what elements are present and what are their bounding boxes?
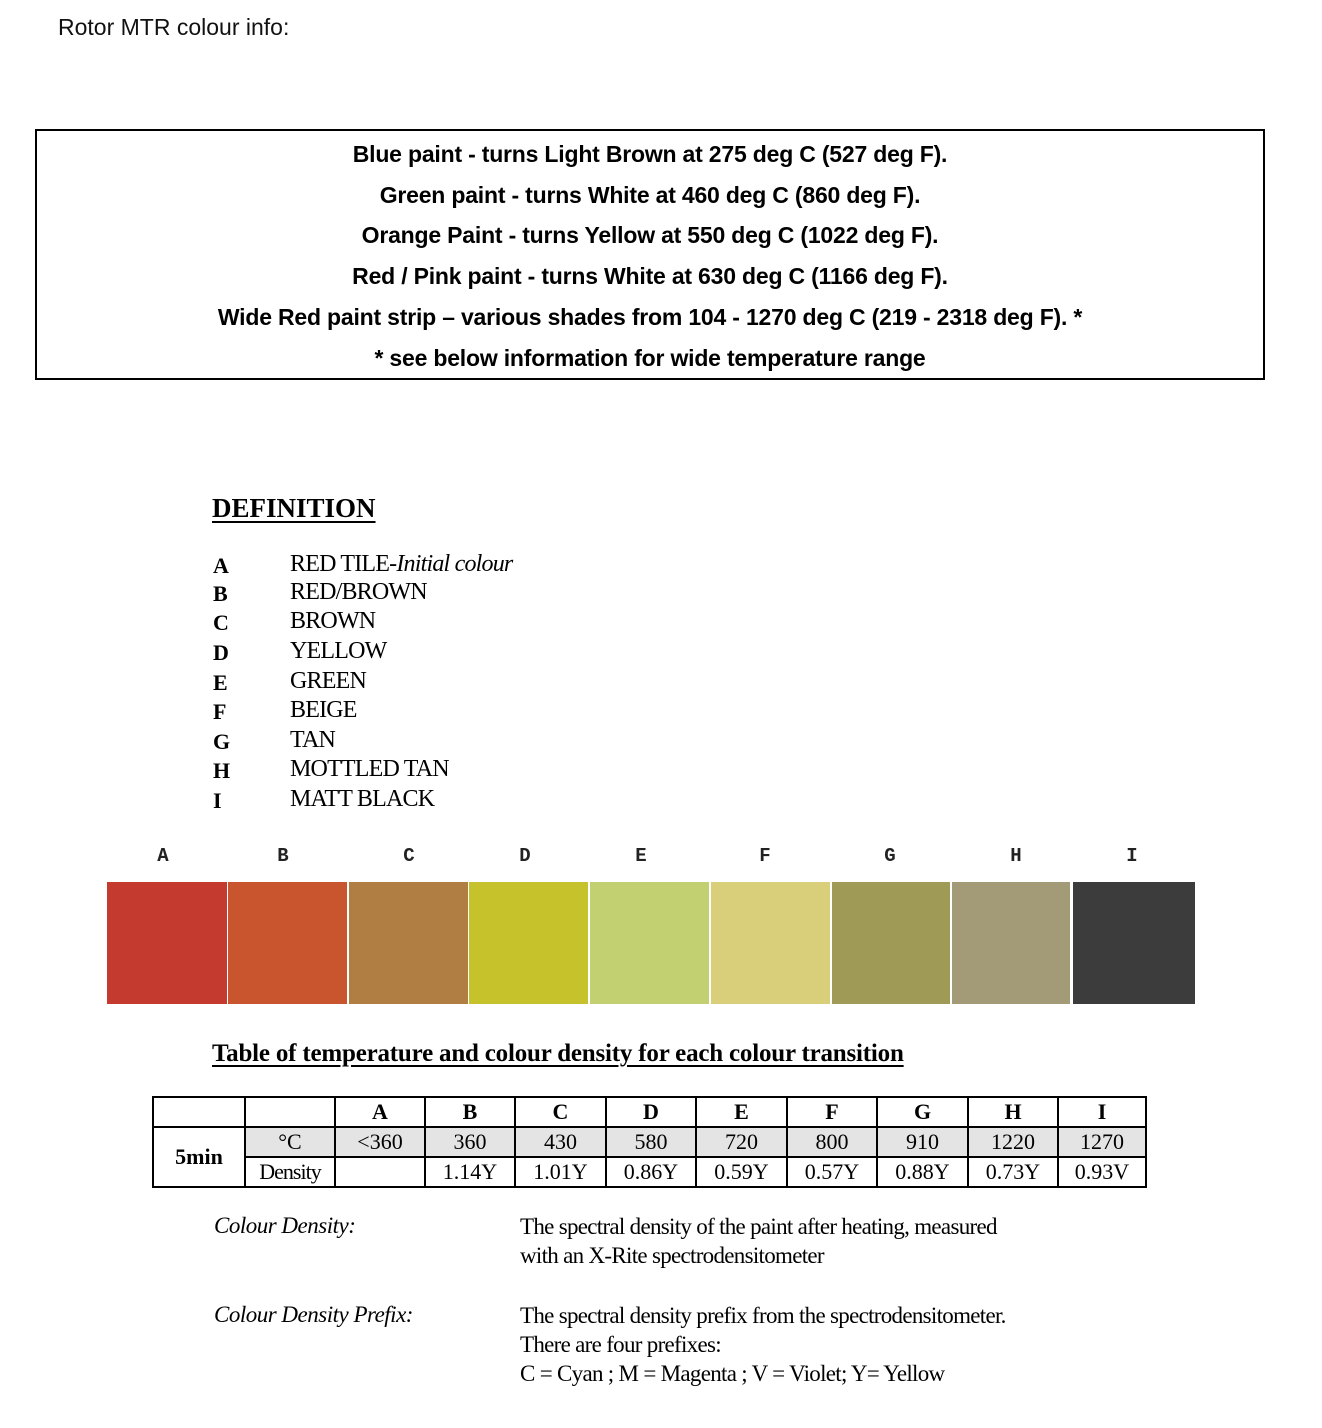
- column-header: G: [877, 1097, 968, 1127]
- note-term-density-prefix: Colour Density Prefix:: [214, 1302, 413, 1327]
- info-line-wide-red: Wide Red paint strip – various shades from 104 - 1270 deg C (219 - 2318 deg F). *: [217, 304, 1083, 330]
- density-row: [153, 1157, 1146, 1187]
- paint-info-box: [35, 129, 1265, 380]
- density-cell: 0.86Y: [606, 1157, 696, 1187]
- definition-letter: A: [213, 553, 229, 578]
- definition-label: BEIGE: [290, 697, 357, 723]
- swatch-letter: H: [1010, 845, 1022, 867]
- temperature-cell: 1220: [968, 1127, 1058, 1157]
- temperature-cell: 910: [877, 1127, 968, 1157]
- swatch-b: [228, 882, 347, 1004]
- definition-label-text: RED TILE-: [290, 551, 397, 577]
- column-header: E: [696, 1097, 787, 1127]
- swatch-letter: C: [403, 845, 415, 867]
- definition-label: [290, 551, 512, 578]
- table-heading: Table of temperature and colour density for each colour transition: [212, 1040, 904, 1067]
- definition-label: TAN: [290, 727, 336, 753]
- density-cell: 0.93V: [1058, 1157, 1146, 1187]
- swatch-letter: I: [1126, 845, 1138, 867]
- page-title: Rotor MTR colour info:: [58, 14, 290, 40]
- definition-label: BROWN: [290, 608, 376, 634]
- temperature-cell: <360: [335, 1127, 425, 1157]
- swatch-letter: G: [884, 845, 896, 867]
- definition-label: RED/BROWN: [290, 579, 427, 605]
- info-line-footnote: * see below information for wide temperature range: [374, 345, 926, 371]
- swatch-letter: B: [277, 845, 289, 867]
- density-cell: [335, 1157, 425, 1187]
- temperature-cell: 360: [425, 1127, 515, 1157]
- note-desc-density-prefix: [520, 1301, 1006, 1388]
- density-cell: 0.57Y: [787, 1157, 877, 1187]
- info-line-blue: Blue paint - turns Light Brown at 275 deg C (527 deg F).: [352, 141, 948, 167]
- swatch-g: [832, 882, 950, 1004]
- temperature-label: °C: [245, 1127, 335, 1157]
- swatch-letter: A: [157, 845, 169, 867]
- swatch-c: [349, 882, 468, 1004]
- swatch-h: [952, 882, 1070, 1004]
- definition-letter: H: [213, 758, 231, 783]
- table-header-row: [153, 1097, 1146, 1127]
- temperature-density-table: [152, 1096, 1147, 1188]
- column-header: D: [606, 1097, 696, 1127]
- density-label: Density: [245, 1157, 335, 1187]
- definition-label-italic: Initial colour: [396, 551, 513, 577]
- swatch-f: [711, 882, 830, 1004]
- definition-label: MOTTLED TAN: [290, 756, 449, 782]
- density-cell: 0.88Y: [877, 1157, 968, 1187]
- definition-label: GREEN: [290, 668, 366, 694]
- swatch-letter: E: [635, 845, 647, 867]
- definition-label: MATT BLACK: [290, 786, 435, 812]
- swatch-e: [590, 882, 709, 1004]
- density-cell: 1.01Y: [515, 1157, 606, 1187]
- info-line-orange: Orange Paint - turns Yellow at 550 deg C (1022 deg F).: [361, 222, 939, 248]
- temperature-cell: 720: [696, 1127, 787, 1157]
- note-line: C = Cyan ; M = Magenta ; V = Violet; Y= Yellow: [520, 1361, 945, 1386]
- definition-heading: DEFINITION: [212, 493, 376, 523]
- swatch-i: [1073, 882, 1195, 1004]
- temperature-cell: 1270: [1058, 1127, 1146, 1157]
- swatch-d: [469, 882, 588, 1004]
- table-corner-cell: [245, 1097, 335, 1127]
- swatch-letter: D: [519, 845, 531, 867]
- duration-label: 5min: [153, 1127, 245, 1187]
- temperature-cell: 430: [515, 1127, 606, 1157]
- note-desc-colour-density: [520, 1212, 997, 1270]
- density-cell: 0.73Y: [968, 1157, 1058, 1187]
- temperature-cell: 800: [787, 1127, 877, 1157]
- swatch-letter: F: [759, 845, 771, 867]
- density-cell: 1.14Y: [425, 1157, 515, 1187]
- definition-label: YELLOW: [290, 638, 387, 664]
- column-header: F: [787, 1097, 877, 1127]
- note-line: The spectral density prefix from the spectrodensitometer.: [520, 1303, 1006, 1328]
- column-header: H: [968, 1097, 1058, 1127]
- table-corner-cell: [153, 1097, 245, 1127]
- definition-letter: C: [213, 610, 229, 635]
- info-line-red-pink: Red / Pink paint - turns White at 630 deg C (1166 deg F).: [352, 263, 948, 289]
- note-line: with an X-Rite spectrodensitometer: [520, 1243, 824, 1268]
- column-header: A: [335, 1097, 425, 1127]
- note-line: There are four prefixes:: [520, 1332, 721, 1357]
- note-term-colour-density: Colour Density:: [214, 1213, 356, 1238]
- definition-letter: E: [213, 670, 228, 695]
- definition-letter: I: [213, 788, 222, 813]
- column-header: B: [425, 1097, 515, 1127]
- definition-letter: G: [213, 729, 231, 754]
- info-line-green: Green paint - turns White at 460 deg C (860 deg F).: [379, 182, 921, 208]
- definition-letter: D: [213, 640, 229, 665]
- definition-letter: B: [213, 581, 228, 606]
- note-line: The spectral density of the paint after heating, measured: [520, 1214, 997, 1239]
- column-header: C: [515, 1097, 606, 1127]
- swatch-a: [107, 882, 227, 1004]
- temperature-row: [153, 1127, 1146, 1157]
- definition-letter: F: [213, 699, 227, 724]
- density-cell: 0.59Y: [696, 1157, 787, 1187]
- column-header: I: [1058, 1097, 1146, 1127]
- temperature-cell: 580: [606, 1127, 696, 1157]
